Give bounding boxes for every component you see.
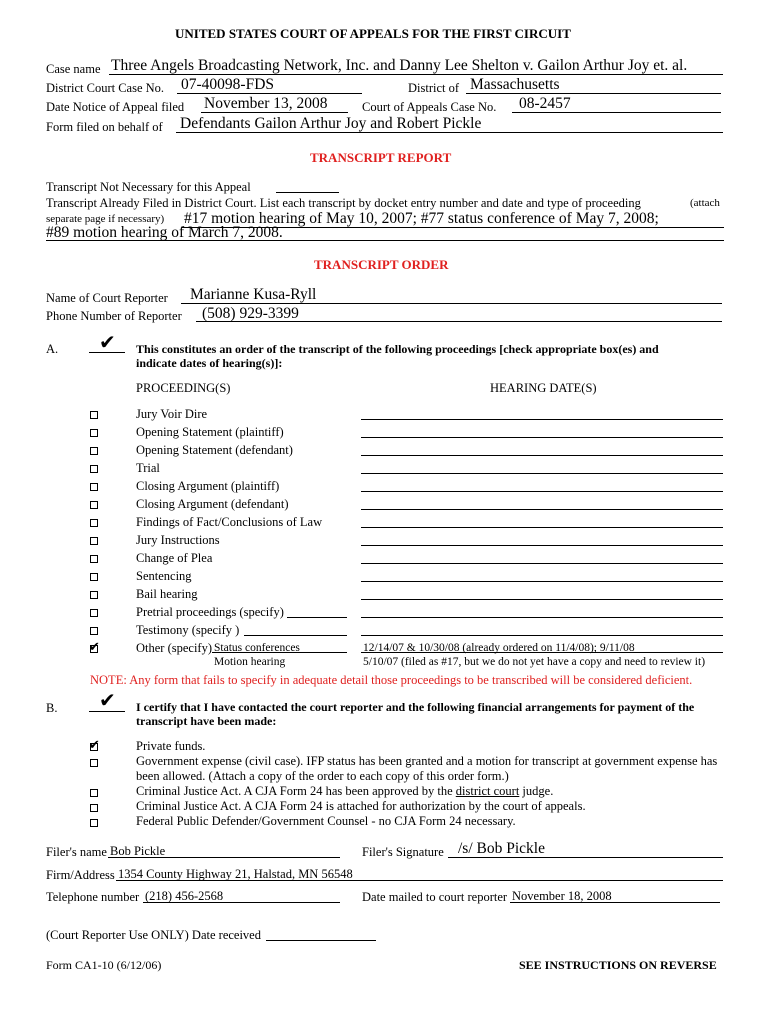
appeals-case-value[interactable]: 08-2457	[519, 95, 571, 112]
district-case-label: District Court Case No.	[46, 81, 165, 95]
proceeding-label: Opening Statement (defendant)	[136, 443, 293, 457]
hearing-date-line[interactable]	[361, 473, 723, 474]
proceeding-label: Trial	[136, 461, 160, 475]
hearing-date-line[interactable]	[361, 617, 723, 618]
section-a-letter: A.	[46, 342, 59, 356]
proceeding-label: Pretrial proceedings (specify)	[136, 605, 284, 619]
testimony-specify-line[interactable]	[244, 635, 347, 636]
checkbox-cja-appeals[interactable]	[90, 804, 98, 812]
address-label: Firm/Address	[46, 868, 115, 882]
checkbox-findings[interactable]	[90, 519, 98, 527]
hearing-date-line[interactable]	[361, 455, 723, 456]
entries-value-2[interactable]: #89 motion hearing of March 7, 2008.	[46, 224, 283, 241]
telephone-value[interactable]: (218) 456-2568	[145, 889, 224, 903]
entries-value-1[interactable]: #17 motion hearing of May 10, 2007; #77 status conference of May 7, 2008;	[184, 210, 659, 227]
checkbox-change-of-plea[interactable]	[90, 555, 98, 563]
form-id: Form CA1-10 (6/12/06)	[46, 958, 162, 972]
checkbox-cja-district[interactable]	[90, 789, 98, 797]
checkbox-jury-instructions[interactable]	[90, 537, 98, 545]
district-case-value[interactable]: 07-40098-FDS	[181, 76, 275, 93]
proceeding-label: Closing Argument (defendant)	[136, 497, 289, 511]
section-a-checkmark-icon[interactable]: ✔	[99, 332, 116, 354]
district-value[interactable]: Massachusetts	[470, 76, 560, 93]
checkbox-bail-hearing[interactable]	[90, 591, 98, 599]
reporter-phone-value[interactable]: (508) 929-3399	[202, 305, 299, 322]
behalf-label: Form filed on behalf of	[46, 120, 163, 134]
transcript-order-heading: TRANSCRIPT ORDER	[314, 257, 449, 272]
mailed-date-value[interactable]: November 18, 2008	[512, 889, 612, 903]
checkbox-government-expense[interactable]	[90, 759, 98, 767]
hearing-date-line[interactable]	[361, 581, 723, 582]
checkbox-jury-voir-dire[interactable]	[90, 411, 98, 419]
pretrial-specify-line[interactable]	[287, 617, 347, 618]
notice-date-label: Date Notice of Appeal filed	[46, 100, 185, 114]
proceeding-label: Findings of Fact/Conclusions of Law	[136, 515, 323, 529]
private-funds-label: Private funds.	[136, 739, 206, 753]
checkbox-closing-defendant[interactable]	[90, 501, 98, 509]
filer-name-label: Filer's name	[46, 845, 107, 859]
other-label: Other (specify)	[136, 641, 213, 655]
filer-signature-value[interactable]: /s/ Bob Pickle	[458, 840, 545, 857]
checkbox-closing-plaintiff[interactable]	[90, 483, 98, 491]
behalf-value[interactable]: Defendants Gailon Arthur Joy and Robert Pickle	[180, 115, 482, 132]
reporter-name-label: Name of Court Reporter	[46, 291, 168, 305]
section-a-text-1: This constitutes an order of the transcript of the following proceedings [check appropriate box(es) and	[136, 342, 659, 356]
checkbox-pretrial[interactable]	[90, 609, 98, 617]
proceeding-label: Closing Argument (plaintiff)	[136, 479, 280, 493]
notice-date-value[interactable]: November 13, 2008	[204, 95, 328, 112]
proceeding-label: Jury Voir Dire	[136, 407, 208, 421]
instructions-note: SEE INSTRUCTIONS ON REVERSE	[519, 958, 717, 972]
checkbox-opening-plaintiff[interactable]	[90, 429, 98, 437]
hearing-date-line[interactable]	[361, 491, 723, 492]
proceeding-label: Change of Plea	[136, 551, 213, 565]
not-necessary-line[interactable]	[276, 192, 339, 193]
hearing-date-line[interactable]	[361, 599, 723, 600]
federal-defender-label: Federal Public Defender/Government Counsel - no CJA Form 24 necessary.	[136, 814, 516, 828]
other-date-2[interactable]: 5/10/07 (filed as #17, but we do not yet have a copy and need to review it)	[363, 656, 706, 668]
hearing-date-line[interactable]	[361, 509, 723, 510]
hearing-date-line[interactable]	[361, 635, 723, 636]
hearing-date-line[interactable]	[361, 527, 723, 528]
section-a-text-2: indicate dates of hearing(s)]:	[136, 356, 283, 370]
section-b-letter: B.	[46, 701, 58, 715]
government-expense-label-1: Government expense (civil case). IFP status has been granted and a motion for transcript at government expense has	[136, 754, 718, 768]
appeals-case-label: Court of Appeals Case No.	[362, 100, 497, 114]
reporter-use-label: (Court Reporter Use ONLY) Date received	[46, 928, 261, 942]
transcript-report-heading: TRANSCRIPT REPORT	[310, 150, 452, 165]
case-name-label: Case name	[46, 62, 101, 76]
reporter-name-value[interactable]: Marianne Kusa-Ryll	[190, 286, 317, 303]
section-b-text-2: transcript have been made:	[136, 714, 277, 728]
checkbox-testimony[interactable]	[90, 627, 98, 635]
proceeding-label: Testimony (specify )	[136, 623, 240, 637]
attach-note-b: separate page if necessary)	[46, 213, 165, 225]
hearing-date-line[interactable]	[361, 437, 723, 438]
cja-appeals-label: Criminal Justice Act. A CJA Form 24 is attached for authorization by the court of appeals.	[136, 799, 586, 813]
other-date-1[interactable]: 12/14/07 & 10/30/08 (already ordered on 11/4/08); 9/11/08	[363, 642, 635, 654]
proceedings-header: PROCEEDING(S)	[136, 381, 231, 395]
telephone-label: Telephone number	[46, 890, 140, 904]
already-filed-label: Transcript Already Filed in District Court. List each transcript by docket entry number and date and type of proceeding	[46, 196, 641, 210]
proceeding-label: Bail hearing	[136, 587, 198, 601]
checkbox-opening-defendant[interactable]	[90, 447, 98, 455]
filer-signature-label: Filer's Signature	[362, 845, 444, 859]
proceeding-label: Jury Instructions	[136, 533, 220, 547]
district-label: District of	[408, 81, 460, 95]
filer-name-value[interactable]: Bob Pickle	[110, 844, 166, 858]
attach-note-a: (attach	[690, 197, 720, 209]
section-b-text-1: I certify that I have contacted the court reporter and the following financial arrangements for payment of the	[136, 700, 695, 714]
reporter-phone-label: Phone Number of Reporter	[46, 309, 182, 323]
hearing-date-line[interactable]	[361, 545, 723, 546]
cja-district-label: Criminal Justice Act. A CJA Form 24 has been approved by the district court judge.	[136, 784, 554, 798]
other-specify-1[interactable]: Status conferences	[214, 642, 300, 654]
proceeding-label: Sentencing	[136, 569, 192, 583]
proceeding-label: Opening Statement (plaintiff)	[136, 425, 284, 439]
checkbox-federal-defender[interactable]	[90, 819, 98, 827]
reporter-use-line[interactable]	[266, 940, 376, 941]
deficiency-note: NOTE: Any form that fails to specify in adequate detail those proceedings to be transcribed will be considered deficient.	[90, 673, 693, 687]
checkbox-trial[interactable]	[90, 465, 98, 473]
private-funds-checkmark-icon: ✔	[89, 737, 100, 752]
not-necessary-label: Transcript Not Necessary for this Appeal	[46, 180, 251, 194]
address-value[interactable]: 1354 County Highway 21, Halstad, MN 56548	[118, 867, 353, 881]
hearing-dates-header: HEARING DATE(S)	[490, 381, 597, 395]
hearing-date-line[interactable]	[361, 563, 723, 564]
hearing-date-line[interactable]	[361, 419, 723, 420]
form-title: UNITED STATES COURT OF APPEALS FOR THE FIRST CIRCUIT	[175, 26, 571, 41]
section-b-checkmark-icon[interactable]: ✔	[99, 690, 116, 712]
government-expense-label-2: been allowed. (Attach a copy of the order to each copy of this order form.)	[136, 769, 509, 783]
mailed-date-label: Date mailed to court reporter	[362, 890, 508, 904]
checkbox-sentencing[interactable]	[90, 573, 98, 581]
case-name-value[interactable]: Three Angels Broadcasting Network, Inc. and Danny Lee Shelton v. Gailon Arthur Joy et. al.	[111, 57, 688, 74]
other-specify-2[interactable]: Motion hearing	[214, 656, 286, 668]
other-checkmark-icon: ✔	[89, 639, 100, 654]
